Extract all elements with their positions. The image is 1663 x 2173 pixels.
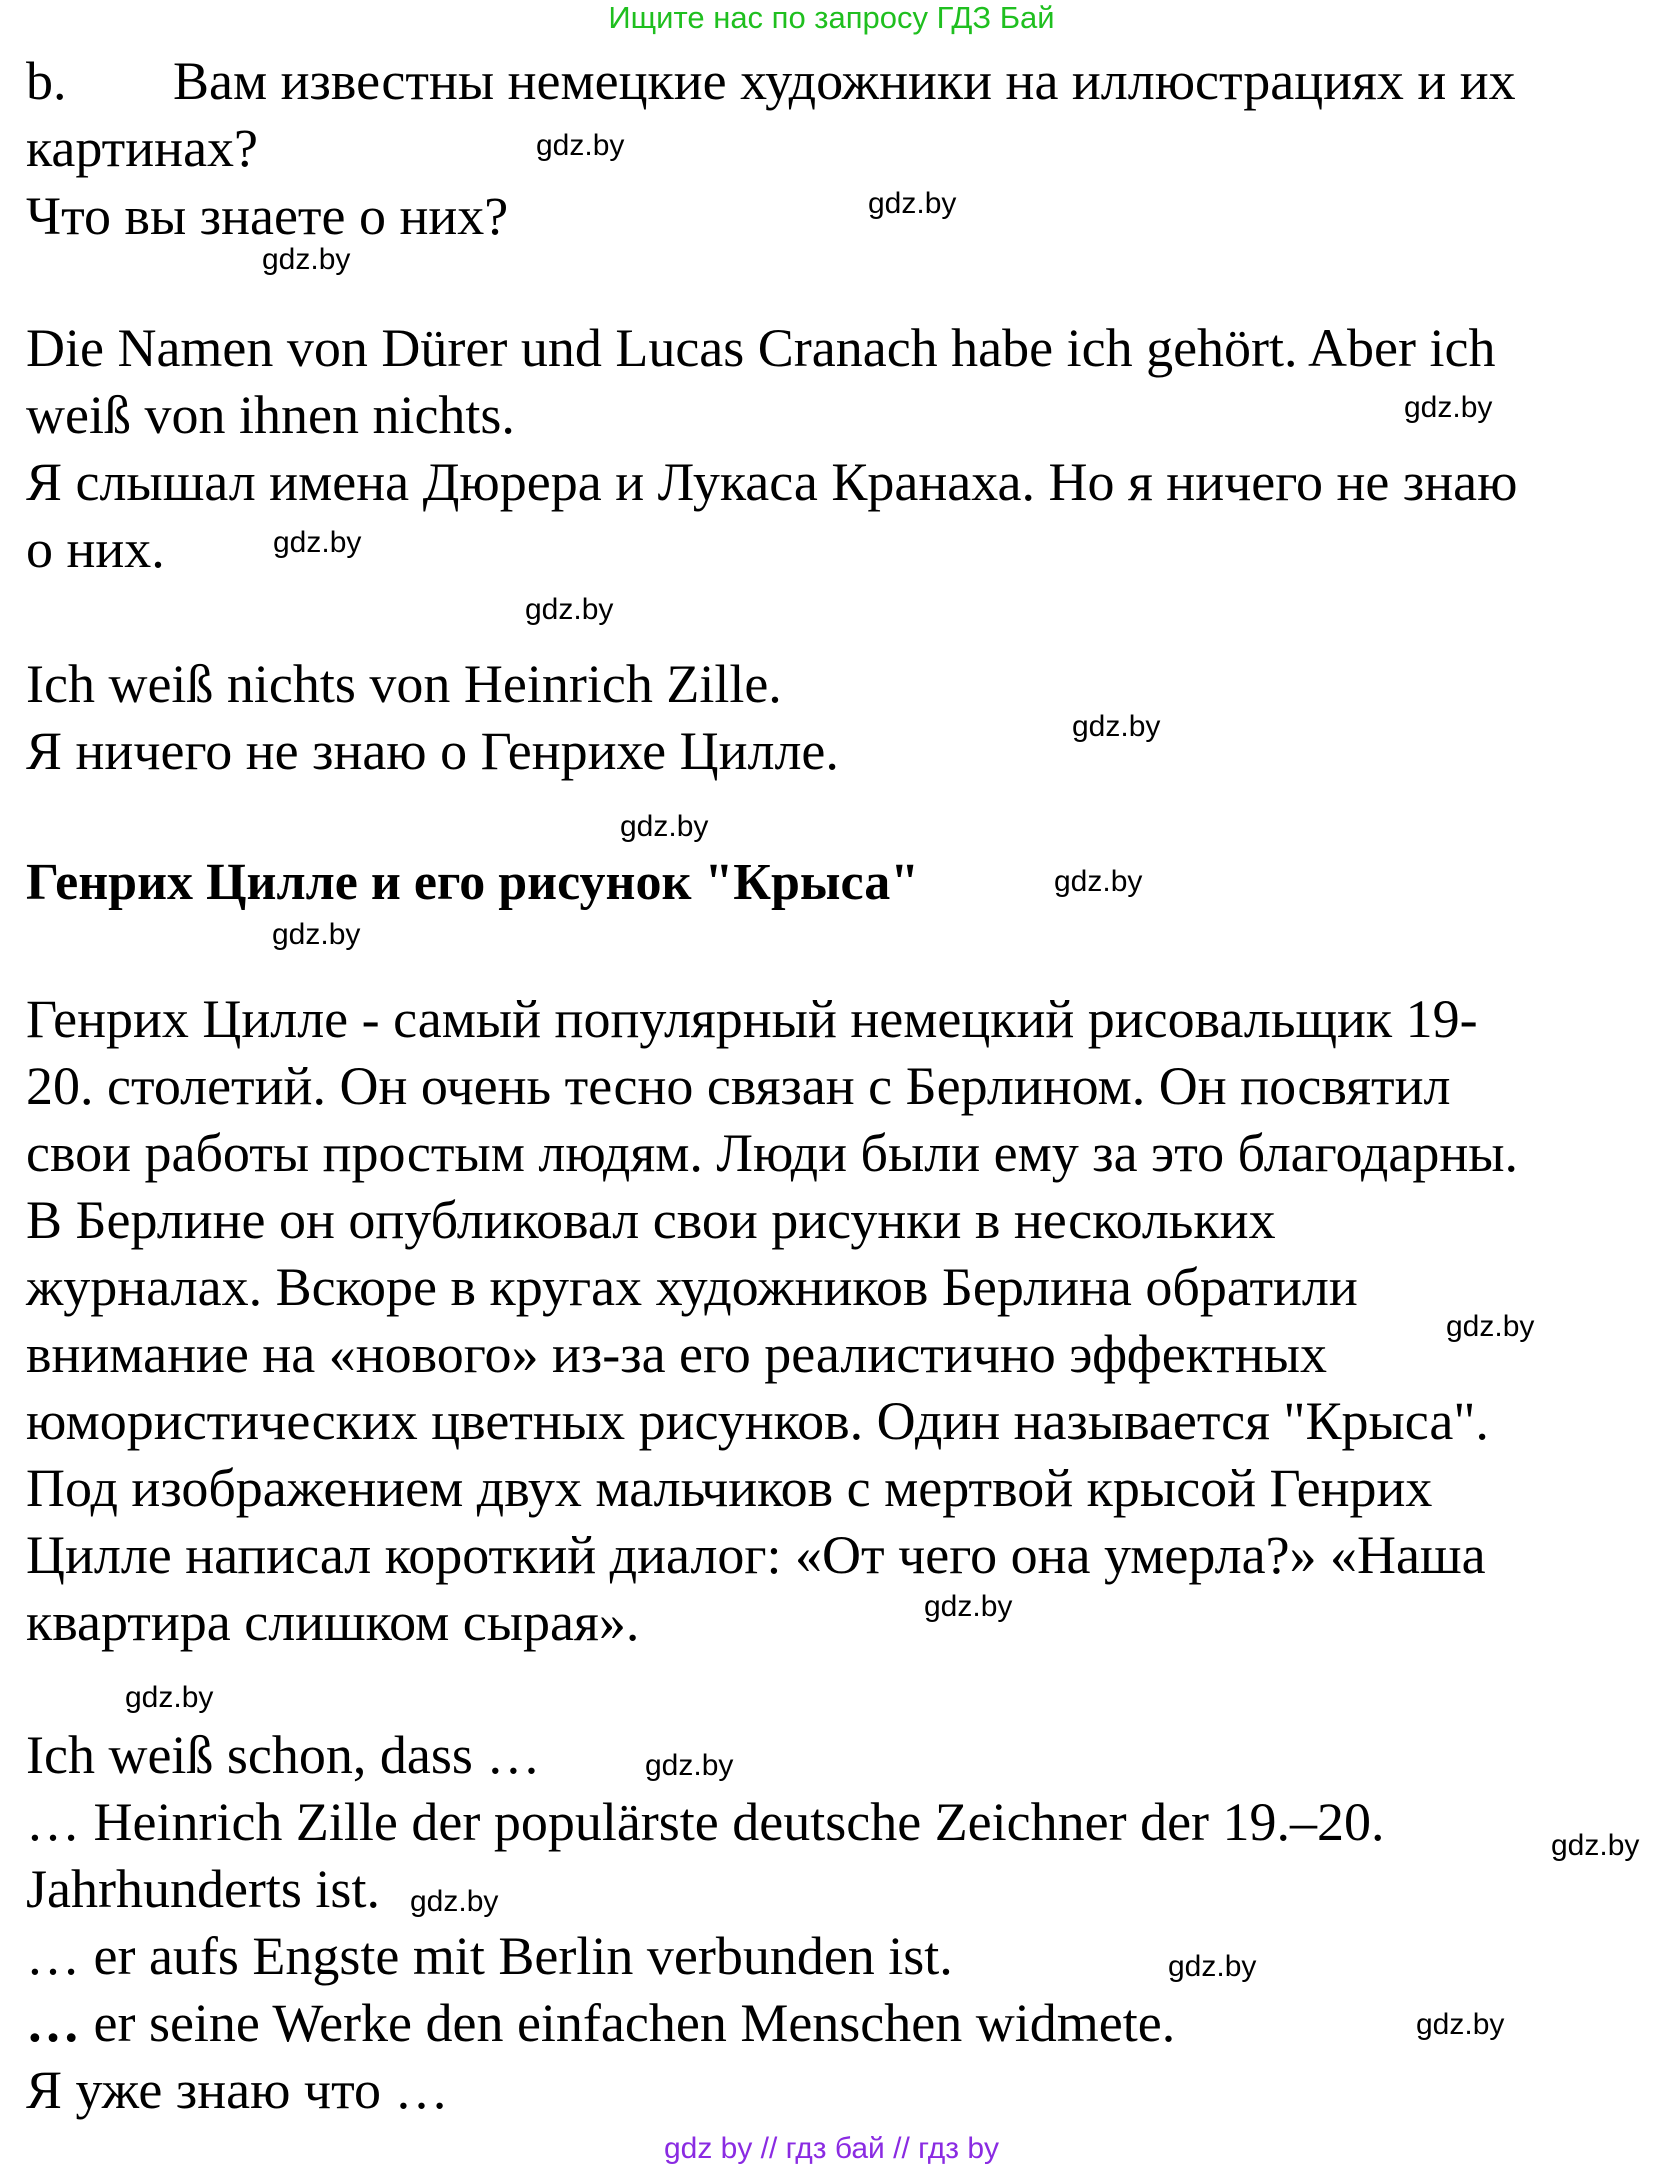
- section-line: квартира слишком сырая».: [26, 1592, 640, 1652]
- task-question-line-2: картинах?: [26, 118, 259, 178]
- section-line: Цилле написал короткий диалог: «От чего она умерла?» «Наша: [26, 1525, 1486, 1585]
- header-banner: Ищите нас по запросу ГДЗ Бай: [608, 0, 1055, 35]
- watermark: gdz.by: [272, 918, 361, 951]
- final-line-4: … er aufs Engste mit Berlin verbunden ist.: [26, 1926, 953, 1986]
- section-line: Под изображением двух мальчиков с мертвой крысой Генрих: [26, 1458, 1433, 1518]
- final-line-3: Jahrhunderts ist.: [26, 1859, 380, 1919]
- section-line: журналах. Вскоре в кругах художников Берлина обратили: [26, 1257, 1358, 1317]
- section-title: Генрих Цилле и его рисунок "Крыса": [26, 854, 920, 911]
- watermark: gdz.by: [262, 243, 351, 276]
- section-line: В Берлине он опубликовал свои рисунки в нескольких: [26, 1190, 1276, 1250]
- watermark: gdz.by: [273, 526, 362, 559]
- watermark: gdz.by: [1446, 1310, 1535, 1343]
- watermark: gdz.by: [525, 593, 614, 626]
- watermark: gdz.by: [1416, 2008, 1505, 2041]
- final-line-5-text: er seine Werke den einfachen Menschen widmete.: [80, 1993, 1176, 2053]
- section-line: свои работы простым людям. Люди были ему за это благодарны.: [26, 1123, 1519, 1183]
- answer2-russian-line: Я ничего не знаю о Генрихе Цилле.: [26, 721, 839, 781]
- section-line: юмористических цветных рисунков. Один называется "Крыса".: [26, 1391, 1489, 1451]
- answer2-german-line: Ich weiß nichts von Heinrich Zille.: [26, 654, 782, 714]
- final-line-5: [26, 1993, 1176, 2053]
- watermark: gdz.by: [1168, 1950, 1257, 1983]
- watermark: gdz.by: [645, 1749, 734, 1782]
- watermark: gdz.by: [410, 1885, 499, 1918]
- task-letter: b.: [26, 51, 67, 111]
- watermark: gdz.by: [125, 1681, 214, 1714]
- section-line: 20. столетий. Он очень тесно связан с Берлином. Он посвятил: [26, 1056, 1451, 1116]
- watermark: gdz.by: [924, 1590, 1013, 1623]
- watermark: gdz.by: [620, 810, 709, 843]
- watermark: gdz.by: [868, 187, 957, 220]
- bold-ellipsis: …: [26, 1993, 80, 2053]
- watermark: gdz.by: [1551, 1829, 1640, 1862]
- answer1-russian-line-1: Я слышал имена Дюрера и Лукаса Кранаха. Но я ничего не знаю: [26, 452, 1518, 512]
- answer1-german-line-1: Die Namen von Dürer und Lucas Cranach habe ich gehört. Aber ich: [26, 318, 1496, 378]
- section-line: Генрих Цилле - самый популярный немецкий рисовальщик 19-: [26, 989, 1478, 1049]
- watermark: gdz.by: [536, 129, 625, 162]
- task-question-line-1: Вам известны немецкие художники на иллюстрациях и их: [173, 51, 1516, 111]
- answer1-german-line-2: weiß von ihnen nichts.: [26, 385, 515, 445]
- answer1-russian-line-2: о них.: [26, 519, 165, 579]
- final-line-2: … Heinrich Zille der populärste deutsche Zeichner der 19.–20.: [26, 1792, 1385, 1852]
- task-question-line-3: Что вы знаете о них?: [26, 186, 509, 246]
- final-line-1: Ich weiß schon, dass …: [26, 1725, 541, 1785]
- section-line: внимание на «нового» из-за его реалистично эффектных: [26, 1324, 1328, 1384]
- footer-banner: gdz by // гдз бай // гдз by: [663, 2132, 1000, 2165]
- watermark: gdz.by: [1404, 391, 1493, 424]
- watermark: gdz.by: [1072, 710, 1161, 743]
- watermark: gdz.by: [1054, 865, 1143, 898]
- final-line-6: Я уже знаю что …: [26, 2060, 449, 2120]
